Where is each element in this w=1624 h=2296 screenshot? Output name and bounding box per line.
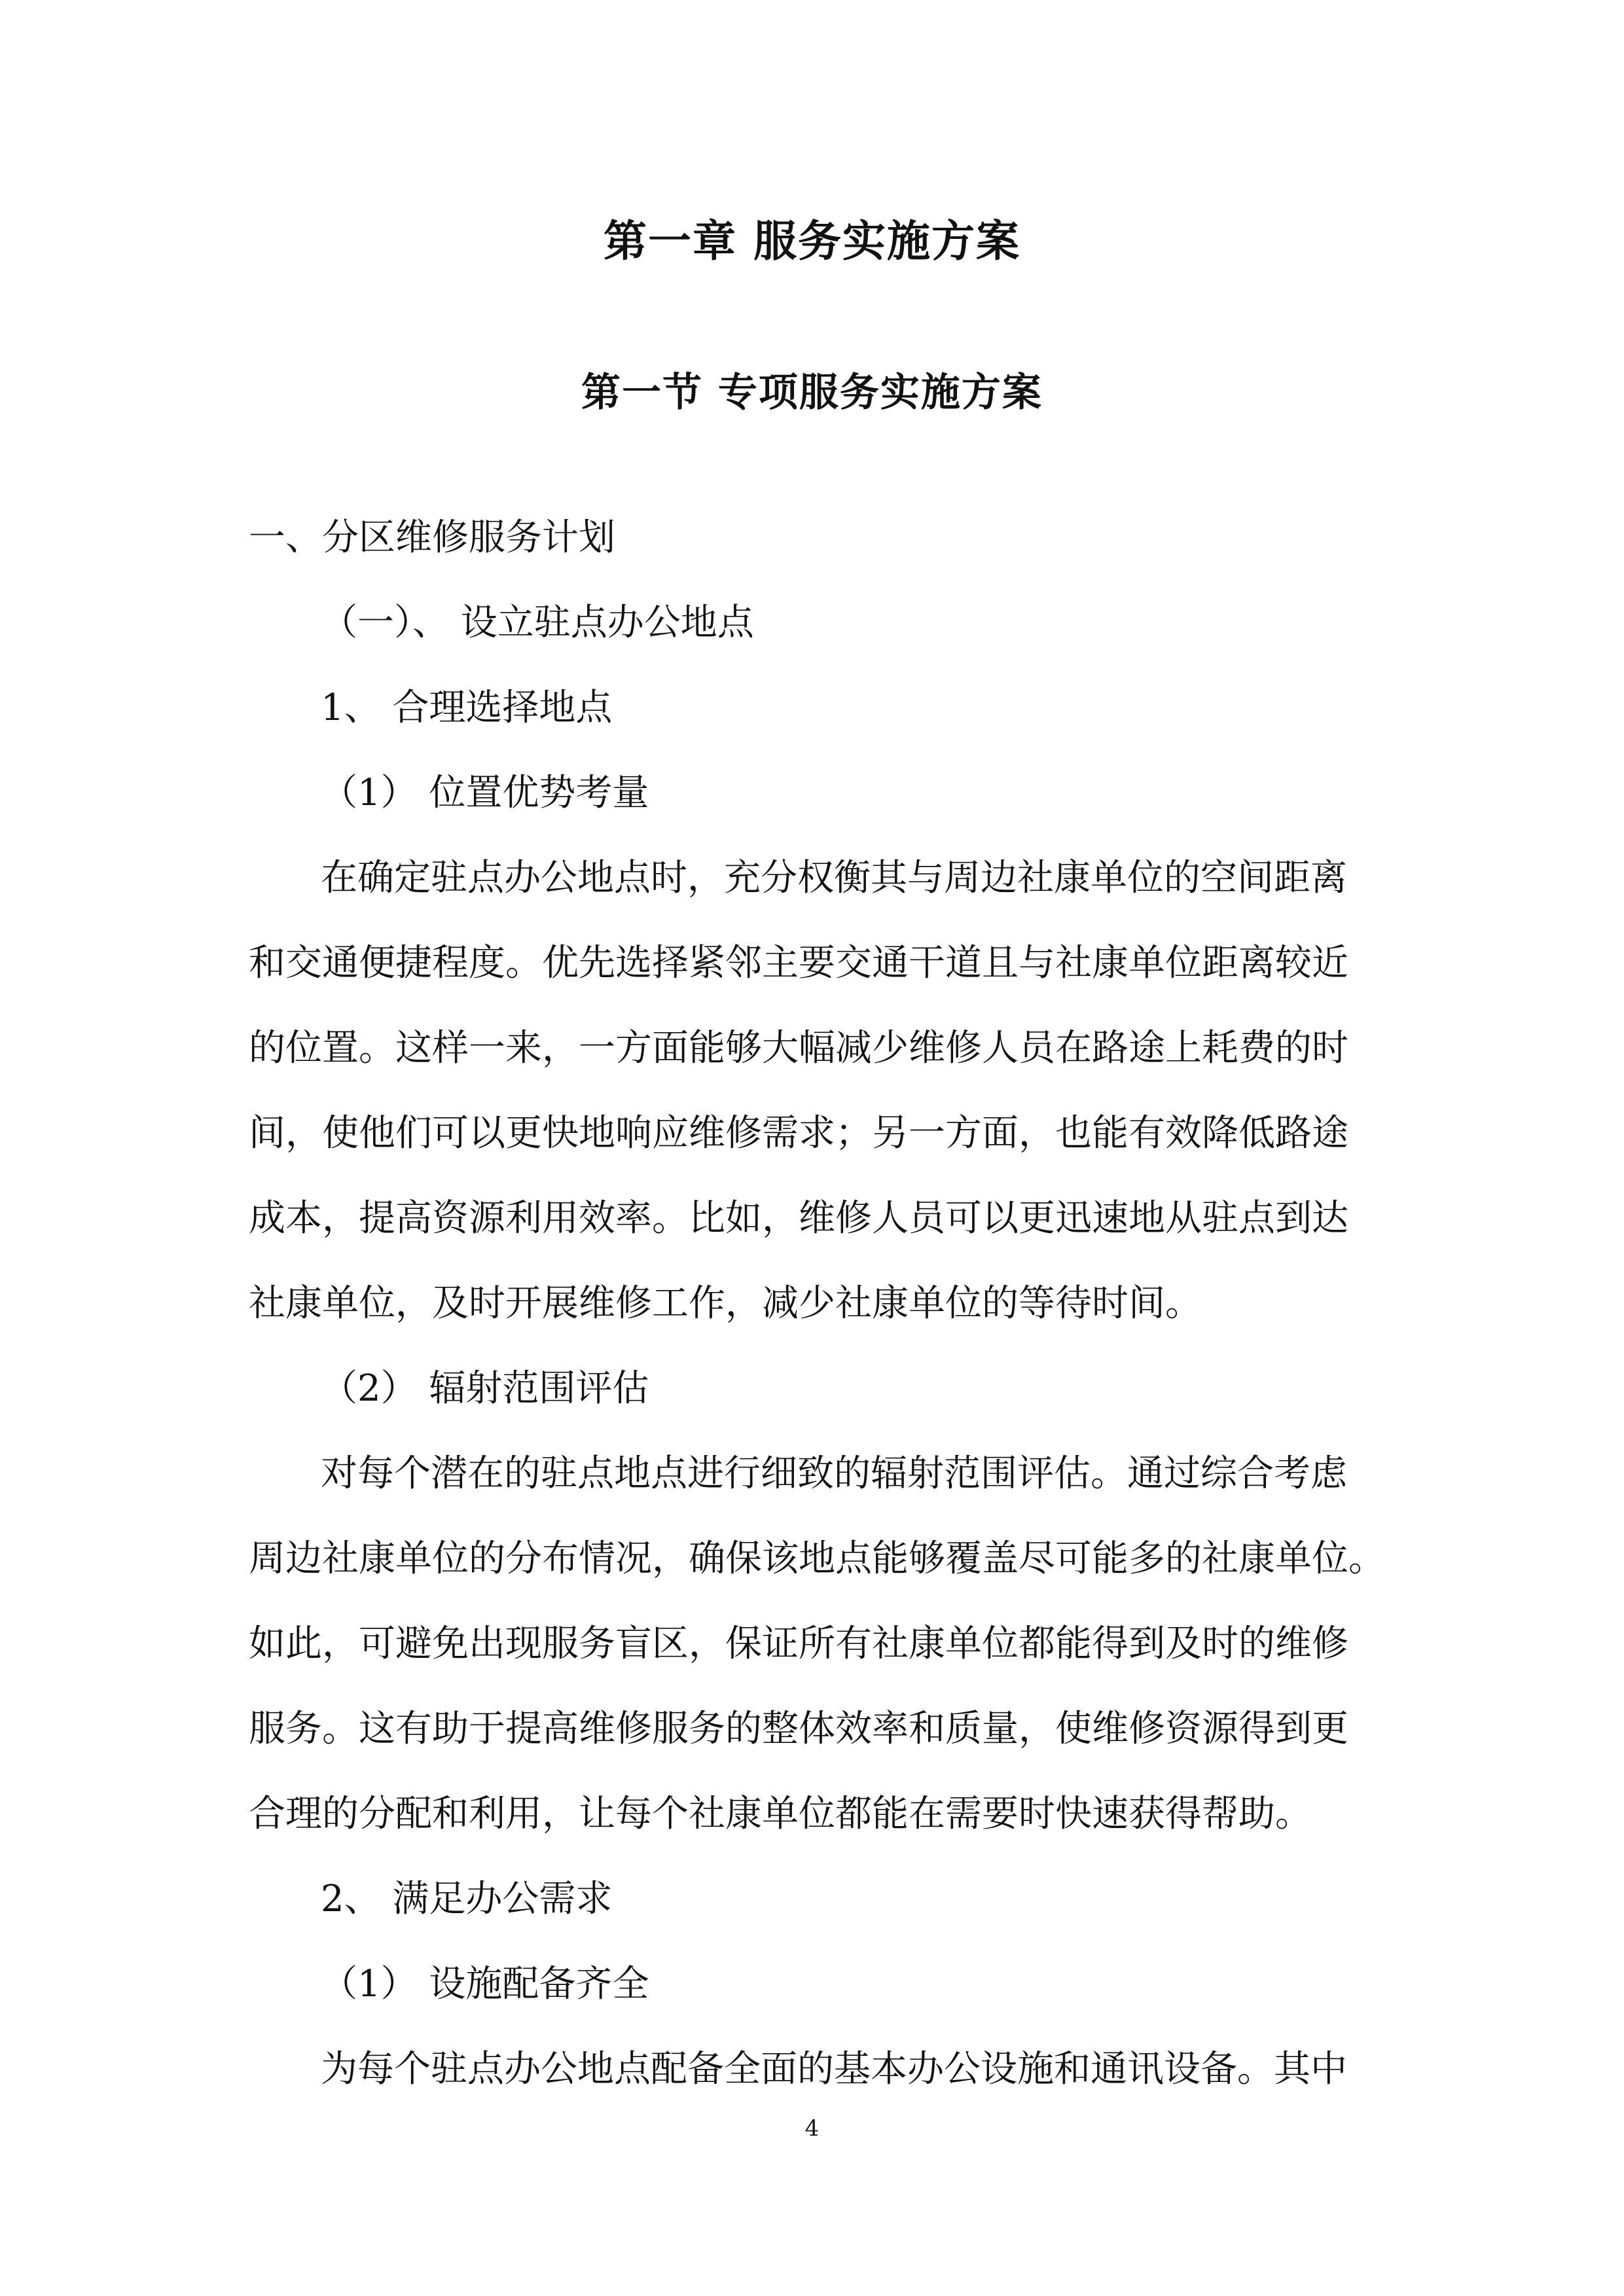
- heading-item-2: 2、 满足办公需求: [321, 1878, 613, 1920]
- paragraph-1-line: 在确定驻点办公地点时，充分权衡其与周边社康单位的空间距离: [321, 857, 1347, 899]
- paragraph-2-line: 如此，可避免出现服务盲区，保证所有社康单位都能得到及时的维修: [249, 1623, 1348, 1665]
- section-title: 第一节 专项服务实施方案: [581, 370, 1043, 416]
- paragraph-1-line: 的位置。这样一来，一方面能够大幅减少维修人员在路途上耗费的时: [249, 1027, 1348, 1069]
- chapter-title: 第一章 服务实施方案: [604, 215, 1020, 266]
- paragraph-2-line: 合理的分配和利用，让每个社康单位都能在需要时快速获得帮助。: [249, 1793, 1312, 1835]
- heading-level-1: 一、分区维修服务计划: [249, 516, 615, 559]
- heading-item-1-2: （2） 辐射范围评估: [321, 1367, 649, 1410]
- heading-level-2: （一）、 设立驻点办公地点: [321, 601, 754, 644]
- paragraph-1-line: 和交通便捷程度。优先选择紧邻主要交通干道且与社康单位距离较近: [249, 942, 1348, 984]
- paragraph-1-line: 间，使他们可以更快地响应维修需求；另一方面，也能有效降低路途: [249, 1112, 1348, 1155]
- page-number: 4: [804, 2115, 820, 2142]
- paragraph-3-line: 为每个驻点办公地点配备全面的基本办公设施和通讯设备。其中: [321, 2048, 1347, 2090]
- paragraph-2-line: 对每个潜在的驻点地点进行细致的辐射范围评估。通过综合考虑: [321, 1452, 1347, 1495]
- paragraph-2-line: 服务。这有助于提高维修服务的整体效率和质量，使维修资源得到更: [249, 1708, 1348, 1750]
- paragraph-1-line: 社康单位，及时开展维修工作，减少社康单位的等待时间。: [249, 1282, 1202, 1325]
- heading-item-1-1: （1） 位置优势考量: [321, 772, 649, 814]
- heading-item-1: 1、 合理选择地点: [321, 687, 613, 729]
- heading-item-2-1: （1） 设施配备齐全: [321, 1963, 649, 2005]
- paragraph-1-line: 成本，提高资源利用效率。比如，维修人员可以更迅速地从驻点到达: [249, 1197, 1348, 1240]
- paragraph-2-line: 周边社康单位的分布情况，确保该地点能够覆盖尽可能多的社康单位。: [249, 1537, 1385, 1580]
